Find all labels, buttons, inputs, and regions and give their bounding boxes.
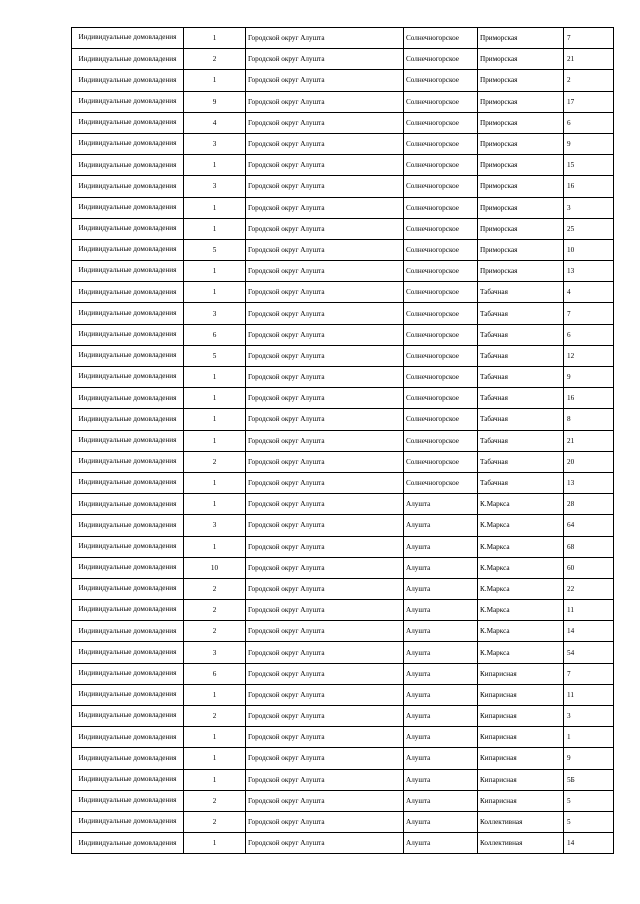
table-row [72,70,614,91]
cell-locality: Алушта [404,600,478,621]
table-row [72,345,614,366]
cell-locality: Солнечногорское [404,70,478,91]
cell-district: Городской округ Алушта [246,324,404,345]
table-row [72,663,614,684]
cell-district: Городской округ Алушта [246,70,404,91]
cell-locality: Солнечногорское [404,91,478,112]
cell-street: Приморская [478,155,564,176]
cell-district: Городской округ Алушта [246,91,404,112]
cell-locality: Алушта [404,515,478,536]
cell-housing-type: Индивидуальные домовладения [72,515,184,536]
cell-housing-type: Индивидуальные домовладения [72,218,184,239]
cell-housing-type: Индивидуальные домовладения [72,155,184,176]
table-row [72,451,614,472]
cell-district: Городской округ Алушта [246,684,404,705]
cell-housing-type: Индивидуальные домовладения [72,367,184,388]
cell-district: Городской округ Алушта [246,748,404,769]
table-row [72,706,614,727]
cell-house-number: 4 [564,282,614,303]
cell-locality: Солнечногорское [404,303,478,324]
cell-street: Кипарисная [478,663,564,684]
cell-house-number: 6 [564,112,614,133]
cell-street: Приморская [478,91,564,112]
cell-count: 1 [184,409,246,430]
cell-locality: Солнечногорское [404,261,478,282]
cell-count: 1 [184,430,246,451]
cell-count: 5 [184,345,246,366]
table-row [72,727,614,748]
cell-house-number: 11 [564,684,614,705]
cell-district: Городской округ Алушта [246,727,404,748]
cell-locality: Алушта [404,536,478,557]
cell-locality: Солнечногорское [404,218,478,239]
table-row [72,642,614,663]
cell-house-number: 22 [564,578,614,599]
cell-street: Приморская [478,133,564,154]
cell-housing-type: Индивидуальные домовладения [72,197,184,218]
table-row [72,367,614,388]
cell-house-number: 7 [564,28,614,49]
cell-street: Кипарисная [478,684,564,705]
cell-count: 3 [184,133,246,154]
table-row [72,133,614,154]
cell-street: Кипарисная [478,727,564,748]
table-row [72,621,614,642]
cell-count: 1 [184,367,246,388]
cell-housing-type: Индивидуальные домовладения [72,684,184,705]
cell-district: Городской округ Алушта [246,261,404,282]
cell-count: 1 [184,769,246,790]
table-row [72,49,614,70]
cell-street: Коллективная [478,811,564,832]
cell-house-number: 9 [564,748,614,769]
address-table [71,27,614,854]
cell-street: К.Маркса [478,515,564,536]
cell-street: К.Маркса [478,578,564,599]
table-row [72,790,614,811]
cell-house-number: 28 [564,494,614,515]
cell-house-number: 17 [564,91,614,112]
cell-locality: Алушта [404,727,478,748]
cell-count: 1 [184,833,246,854]
cell-district: Городской округ Алушта [246,430,404,451]
table-row [72,769,614,790]
cell-count: 5 [184,239,246,260]
cell-house-number: 16 [564,176,614,197]
cell-count: 1 [184,155,246,176]
cell-locality: Алушта [404,557,478,578]
cell-house-number: 21 [564,49,614,70]
cell-street: Табачная [478,451,564,472]
cell-street: К.Маркса [478,557,564,578]
cell-locality: Солнечногорское [404,472,478,493]
cell-count: 2 [184,811,246,832]
table-row [72,112,614,133]
cell-district: Городской округ Алушта [246,49,404,70]
cell-count: 10 [184,557,246,578]
cell-housing-type: Индивидуальные домовладения [72,769,184,790]
cell-house-number: 7 [564,303,614,324]
cell-housing-type: Индивидуальные домовладения [72,472,184,493]
table-row [72,239,614,260]
cell-housing-type: Индивидуальные домовладения [72,409,184,430]
cell-count: 2 [184,578,246,599]
cell-street: Приморская [478,261,564,282]
cell-count: 2 [184,706,246,727]
cell-house-number: 5 [564,811,614,832]
table-row [72,748,614,769]
cell-district: Городской округ Алушта [246,494,404,515]
cell-house-number: 13 [564,472,614,493]
cell-count: 1 [184,282,246,303]
table-row [72,578,614,599]
cell-locality: Солнечногорское [404,345,478,366]
cell-street: Приморская [478,176,564,197]
cell-locality: Солнечногорское [404,324,478,345]
cell-housing-type: Индивидуальные домовладения [72,176,184,197]
cell-housing-type: Индивидуальные домовладения [72,133,184,154]
cell-locality: Солнечногорское [404,112,478,133]
cell-house-number: 14 [564,833,614,854]
cell-count: 1 [184,727,246,748]
cell-district: Городской округ Алушта [246,197,404,218]
cell-street: К.Маркса [478,642,564,663]
table-row [72,430,614,451]
cell-locality: Алушта [404,621,478,642]
cell-housing-type: Индивидуальные домовладения [72,303,184,324]
cell-housing-type: Индивидуальные домовладения [72,663,184,684]
table-row [72,28,614,49]
cell-street: Табачная [478,430,564,451]
cell-district: Городской округ Алушта [246,811,404,832]
cell-locality: Солнечногорское [404,430,478,451]
cell-count: 2 [184,790,246,811]
cell-street: Кипарисная [478,790,564,811]
cell-count: 6 [184,663,246,684]
cell-house-number: 21 [564,430,614,451]
cell-count: 1 [184,388,246,409]
cell-house-number: 60 [564,557,614,578]
table-row [72,515,614,536]
cell-district: Городской округ Алушта [246,155,404,176]
cell-locality: Солнечногорское [404,155,478,176]
cell-locality: Алушта [404,684,478,705]
cell-housing-type: Индивидуальные домовладения [72,430,184,451]
cell-street: Приморская [478,112,564,133]
table-row [72,218,614,239]
cell-locality: Алушта [404,578,478,599]
cell-locality: Алушта [404,663,478,684]
cell-district: Городской округ Алушта [246,621,404,642]
table-row [72,324,614,345]
cell-district: Городской округ Алушта [246,790,404,811]
cell-district: Городской округ Алушта [246,642,404,663]
cell-locality: Алушта [404,706,478,727]
cell-housing-type: Индивидуальные домовладения [72,578,184,599]
cell-count: 1 [184,28,246,49]
cell-district: Городской округ Алушта [246,451,404,472]
cell-house-number: 7 [564,663,614,684]
cell-house-number: 14 [564,621,614,642]
cell-district: Городской округ Алушта [246,239,404,260]
cell-housing-type: Индивидуальные домовладения [72,70,184,91]
cell-housing-type: Индивидуальные домовладения [72,557,184,578]
cell-locality: Солнечногорское [404,282,478,303]
cell-street: Кипарисная [478,769,564,790]
cell-house-number: 3 [564,706,614,727]
cell-count: 6 [184,324,246,345]
table-row [72,282,614,303]
cell-street: К.Маркса [478,494,564,515]
cell-locality: Алушта [404,494,478,515]
cell-district: Городской округ Алушта [246,303,404,324]
cell-count: 9 [184,91,246,112]
cell-house-number: 11 [564,600,614,621]
cell-count: 1 [184,472,246,493]
cell-house-number: 9 [564,133,614,154]
cell-house-number: 13 [564,261,614,282]
cell-locality: Алушта [404,833,478,854]
cell-housing-type: Индивидуальные домовладения [72,451,184,472]
cell-housing-type: Индивидуальные домовладения [72,727,184,748]
table-row [72,811,614,832]
table-row [72,409,614,430]
cell-count: 1 [184,748,246,769]
cell-locality: Солнечногорское [404,239,478,260]
cell-housing-type: Индивидуальные домовладения [72,706,184,727]
cell-district: Городской округ Алушта [246,578,404,599]
cell-district: Городской округ Алушта [246,345,404,366]
cell-street: К.Маркса [478,621,564,642]
cell-count: 2 [184,600,246,621]
cell-count: 2 [184,49,246,70]
cell-housing-type: Индивидуальные домовладения [72,49,184,70]
cell-district: Городской округ Алушта [246,600,404,621]
cell-count: 3 [184,176,246,197]
cell-locality: Солнечногорское [404,451,478,472]
cell-house-number: 25 [564,218,614,239]
cell-count: 2 [184,451,246,472]
cell-count: 1 [184,494,246,515]
cell-housing-type: Индивидуальные домовладения [72,833,184,854]
cell-house-number: 2 [564,70,614,91]
cell-locality: Солнечногорское [404,49,478,70]
cell-house-number: 6 [564,324,614,345]
cell-district: Городской округ Алушта [246,112,404,133]
table-row [72,557,614,578]
cell-district: Городской округ Алушта [246,472,404,493]
table-row [72,176,614,197]
cell-district: Городской округ Алушта [246,133,404,154]
cell-locality: Солнечногорское [404,388,478,409]
cell-district: Городской округ Алушта [246,515,404,536]
cell-housing-type: Индивидуальные домовладения [72,345,184,366]
cell-house-number: 16 [564,388,614,409]
cell-street: Приморская [478,197,564,218]
cell-house-number: 5Б [564,769,614,790]
cell-locality: Солнечногорское [404,409,478,430]
cell-locality: Солнечногорское [404,367,478,388]
cell-housing-type: Индивидуальные домовладения [72,91,184,112]
cell-house-number: 8 [564,409,614,430]
cell-street: Табачная [478,324,564,345]
cell-locality: Алушта [404,790,478,811]
cell-street: Приморская [478,70,564,91]
table-row [72,303,614,324]
cell-housing-type: Индивидуальные домовладения [72,494,184,515]
cell-housing-type: Индивидуальные домовладения [72,642,184,663]
table-row [72,472,614,493]
cell-street: Кипарисная [478,748,564,769]
cell-street: Табачная [478,409,564,430]
cell-house-number: 3 [564,197,614,218]
cell-street: К.Маркса [478,536,564,557]
table-row [72,833,614,854]
cell-street: Приморская [478,239,564,260]
cell-district: Городской округ Алушта [246,706,404,727]
cell-count: 1 [184,197,246,218]
cell-street: Кипарисная [478,706,564,727]
cell-district: Городской округ Алушта [246,557,404,578]
cell-locality: Солнечногорское [404,28,478,49]
cell-housing-type: Индивидуальные домовладения [72,28,184,49]
cell-housing-type: Индивидуальные домовладения [72,324,184,345]
cell-housing-type: Индивидуальные домовладения [72,239,184,260]
cell-locality: Алушта [404,769,478,790]
cell-street: Приморская [478,49,564,70]
cell-street: Табачная [478,345,564,366]
cell-district: Городской округ Алушта [246,218,404,239]
cell-district: Городской округ Алушта [246,833,404,854]
cell-house-number: 10 [564,239,614,260]
cell-house-number: 9 [564,367,614,388]
cell-housing-type: Индивидуальные домовладения [72,790,184,811]
cell-housing-type: Индивидуальные домовладения [72,261,184,282]
cell-district: Городской округ Алушта [246,282,404,303]
cell-count: 1 [184,261,246,282]
cell-housing-type: Индивидуальные домовладения [72,282,184,303]
cell-count: 1 [184,218,246,239]
cell-count: 3 [184,303,246,324]
cell-district: Городской округ Алушта [246,176,404,197]
cell-district: Городской округ Алушта [246,769,404,790]
table-row [72,494,614,515]
cell-count: 1 [184,70,246,91]
cell-locality: Алушта [404,811,478,832]
table-row [72,600,614,621]
cell-locality: Солнечногорское [404,197,478,218]
table-body [72,28,614,854]
cell-district: Городской округ Алушта [246,536,404,557]
cell-count: 4 [184,112,246,133]
cell-district: Городской округ Алушта [246,367,404,388]
table-row [72,197,614,218]
table-row [72,91,614,112]
cell-locality: Солнечногорское [404,176,478,197]
cell-house-number: 1 [564,727,614,748]
table-row [72,684,614,705]
cell-street: Табачная [478,367,564,388]
cell-district: Городской округ Алушта [246,409,404,430]
cell-house-number: 68 [564,536,614,557]
cell-district: Городской округ Алушта [246,663,404,684]
table-row [72,155,614,176]
cell-district: Городской округ Алушта [246,388,404,409]
cell-locality: Алушта [404,748,478,769]
cell-housing-type: Индивидуальные домовладения [72,621,184,642]
cell-housing-type: Индивидуальные домовладения [72,388,184,409]
cell-count: 1 [184,536,246,557]
cell-house-number: 20 [564,451,614,472]
cell-house-number: 5 [564,790,614,811]
table-row [72,261,614,282]
cell-locality: Алушта [404,642,478,663]
cell-street: Приморская [478,28,564,49]
cell-housing-type: Индивидуальные домовладения [72,112,184,133]
cell-housing-type: Индивидуальные домовладения [72,811,184,832]
cell-street: Приморская [478,218,564,239]
cell-street: Табачная [478,388,564,409]
cell-house-number: 54 [564,642,614,663]
cell-count: 3 [184,642,246,663]
cell-housing-type: Индивидуальные домовладения [72,600,184,621]
cell-housing-type: Индивидуальные домовладения [72,536,184,557]
cell-street: Табачная [478,472,564,493]
cell-housing-type: Индивидуальные домовладения [72,748,184,769]
cell-street: Табачная [478,303,564,324]
cell-district: Городской округ Алушта [246,28,404,49]
cell-count: 1 [184,684,246,705]
cell-house-number: 12 [564,345,614,366]
table-row [72,388,614,409]
table-row [72,536,614,557]
cell-house-number: 64 [564,515,614,536]
cell-street: Табачная [478,282,564,303]
cell-locality: Солнечногорское [404,133,478,154]
cell-count: 2 [184,621,246,642]
cell-count: 3 [184,515,246,536]
cell-house-number: 15 [564,155,614,176]
cell-street: К.Маркса [478,600,564,621]
cell-street: Коллективная [478,833,564,854]
